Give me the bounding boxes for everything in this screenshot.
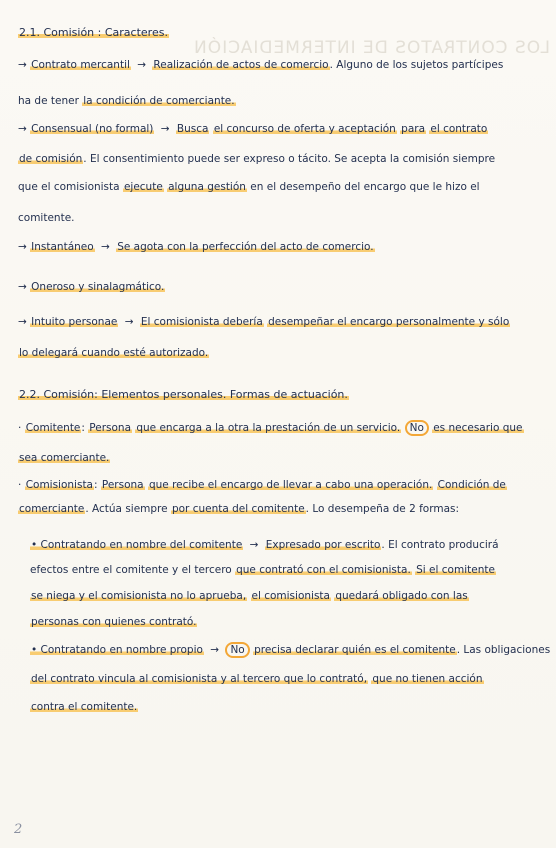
note-text: el contrato bbox=[430, 123, 488, 135]
note-text: por cuenta del comitente bbox=[171, 503, 305, 515]
note-text: que recibe el encargo de llevar a cabo una operación. bbox=[148, 479, 433, 491]
note-text: : bbox=[81, 422, 89, 434]
note-text: . Lo desempeña de 2 formas: bbox=[305, 503, 460, 515]
note-line bbox=[18, 502, 459, 516]
note-line bbox=[18, 152, 495, 166]
note-text: en el desempeño del encargo bbox=[250, 181, 407, 193]
note-text: Persona bbox=[89, 422, 132, 434]
note-line bbox=[30, 589, 469, 603]
term: Comisionista bbox=[25, 479, 93, 491]
note-line bbox=[18, 280, 165, 294]
page-number: 2 bbox=[14, 822, 23, 837]
note-text: . El consentimiento puede ser expreso o tácito. Se acepta la comisión siempre bbox=[83, 153, 496, 165]
note-line bbox=[18, 211, 75, 225]
note-text: desempeñar el encargo personalmente y sólo bbox=[268, 316, 510, 328]
note-text: Se agota con la perfección del acto de comercio. bbox=[117, 241, 374, 253]
note-text: sea comerciante. bbox=[19, 452, 110, 464]
section-heading-2-2 bbox=[18, 388, 349, 402]
note-text: la condición de comerciante. bbox=[83, 95, 235, 107]
arrow-icon: → bbox=[160, 123, 170, 135]
arrow-icon: → bbox=[18, 316, 27, 328]
note-line bbox=[18, 478, 507, 492]
note-line bbox=[18, 94, 236, 108]
note-text: para bbox=[401, 123, 426, 135]
note-line bbox=[30, 672, 484, 686]
note-line bbox=[30, 538, 499, 552]
note-text: comitente. bbox=[18, 212, 75, 224]
note-line bbox=[18, 315, 510, 329]
term: Oneroso y sinalagmático. bbox=[31, 281, 165, 293]
note-text: Condición de bbox=[437, 479, 506, 491]
term: Intuito personae bbox=[31, 316, 118, 328]
note-line bbox=[18, 420, 524, 436]
note-text: el comisionista bbox=[251, 590, 330, 602]
section-heading-2-1 bbox=[18, 26, 169, 40]
note-text: : bbox=[94, 479, 101, 491]
arrow-icon: → bbox=[18, 281, 27, 293]
note-text: lo delegará cuando esté autorizado. bbox=[19, 347, 209, 359]
circled-word: No bbox=[225, 642, 249, 658]
heading-text: 2.1. Comisión : Caracteres. bbox=[19, 26, 168, 39]
term: Consensual (no formal) bbox=[31, 123, 154, 135]
note-line bbox=[18, 180, 480, 194]
note-text: que no tienen acción bbox=[372, 673, 483, 685]
note-text: es necesario que bbox=[433, 422, 523, 434]
arrow-icon: → bbox=[137, 59, 147, 71]
note-text: del contrato vincula al comisionista y al tercero que lo contrató, bbox=[31, 673, 368, 685]
arrow-icon: → bbox=[101, 241, 110, 253]
note-text: que el comisionista bbox=[18, 181, 120, 193]
note-text: que encarga a la otra la prestación de un servicio. bbox=[136, 422, 401, 434]
bullet: · bbox=[18, 479, 22, 491]
note-line bbox=[18, 122, 488, 136]
arrow-icon: → bbox=[18, 241, 27, 253]
note-text: que contrató con el comisionista. bbox=[236, 564, 411, 576]
arrow-icon: → bbox=[249, 539, 259, 551]
note-text: efectos entre el comitente y el tercero bbox=[30, 564, 232, 576]
note-text: ha de tener bbox=[18, 95, 79, 107]
note-text: personas con quienes contrató. bbox=[31, 616, 197, 628]
term: Comitente bbox=[25, 422, 81, 434]
note-text: . Actúa siempre bbox=[85, 503, 168, 515]
note-text: contra el comitente. bbox=[31, 701, 138, 713]
note-text: Persona bbox=[101, 479, 144, 491]
bullet: · bbox=[18, 422, 22, 434]
note-line bbox=[18, 451, 110, 465]
note-text: ejecute bbox=[123, 181, 163, 193]
note-text: Expresado por escrito bbox=[265, 539, 381, 551]
term: Instantáneo bbox=[31, 241, 94, 253]
note-text: . El contrato producirá bbox=[381, 539, 499, 551]
note-line bbox=[30, 642, 550, 658]
heading-text: 2.2. Comisión: Elementos personales. Formas de actuación. bbox=[19, 388, 348, 401]
note-text: • Contratando en nombre del comitente bbox=[31, 539, 243, 551]
note-text: precisa declarar quién es el comitente bbox=[254, 644, 456, 656]
note-line bbox=[18, 240, 375, 254]
note-text: Realización de actos de comercio bbox=[153, 59, 329, 71]
bleed-through-text: LOS CONTRATOS DE INTERMEDIACIÓN bbox=[193, 38, 550, 58]
note-text: se niega y el comisionista no lo aprueba, bbox=[31, 590, 247, 602]
note-text: . Las obligaciones bbox=[456, 644, 551, 656]
note-line bbox=[18, 58, 503, 72]
note-text: Si el comitente bbox=[416, 564, 495, 576]
note-text: comerciante bbox=[19, 503, 85, 515]
arrow-icon: → bbox=[18, 123, 27, 135]
term: Contrato mercantil bbox=[31, 59, 130, 71]
note-line bbox=[18, 346, 209, 360]
arrow-icon: → bbox=[18, 59, 27, 71]
note-text: quedará obligado con las bbox=[335, 590, 468, 602]
arrow-icon: → bbox=[210, 644, 220, 656]
note-text: El comisionista debería bbox=[140, 316, 263, 328]
note-text: Busca bbox=[176, 123, 209, 135]
note-text: que le hizo el bbox=[409, 181, 480, 193]
note-line bbox=[30, 563, 496, 577]
note-text: . Alguno de los sujetos partícipes bbox=[329, 59, 504, 71]
note-text: el concurso de oferta y aceptación bbox=[213, 123, 396, 135]
note-line bbox=[30, 700, 138, 714]
note-text: • Contratando en nombre propio bbox=[31, 644, 203, 656]
note-line bbox=[30, 615, 197, 629]
note-text: de comisión bbox=[19, 153, 83, 165]
arrow-icon: → bbox=[124, 316, 134, 328]
circled-word: No bbox=[405, 420, 429, 436]
note-text: alguna gestión bbox=[168, 181, 246, 193]
